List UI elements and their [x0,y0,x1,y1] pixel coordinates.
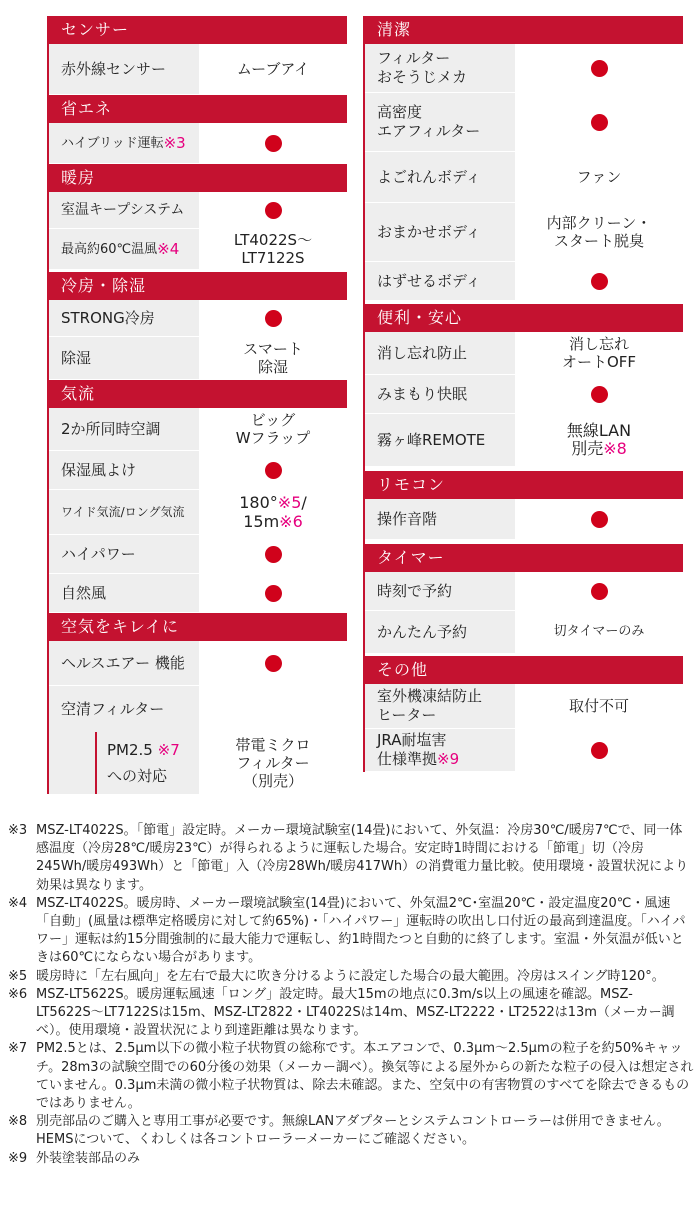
label-strong-cool: STRONG冷房 [49,300,199,336]
label-dirt-body: よごれんボディ [365,152,515,202]
row-infrared-sensor [49,44,347,95]
row-jra [365,729,683,772]
row-dirt-body [365,152,683,203]
label-high-power: ハイパワー [49,535,199,573]
row-frost-heater [365,684,683,729]
supported-dot-icon [591,114,608,131]
value-easy-timer: 切タイマーのみ [515,611,683,653]
row-dehumidify: 除湿 スマート 除湿 [49,337,347,380]
label-clock-timer: 時刻で予約 [365,572,515,610]
section-head-wash: 清潔 [365,16,683,44]
label-forget-off: 消し忘れ防止 [365,332,515,374]
row-auto-body: おまかせボディ 内部クリーン・ スタート脱臭 [365,203,683,262]
row-wide-long: ワイド気流/ロング気流 180°※5/ 15m※6 [49,490,347,535]
value-dirt-body: ファン [515,152,683,202]
row-clock-timer [365,572,683,611]
supported-dot-icon [591,60,608,77]
row-hepa-filter [365,93,683,152]
footnote-3: ※3 MSZ-LT4022S。「節電」設定時。メーカー環境試験室(14畳)において、外気温：冷房30℃/暖房7℃で、同一体感温度（冷房28℃/暖房23℃）が得られるように運転した場合。安定時1時間における「節電」切（冷房245Wh/暖房493Wh）と「節電」入（冷房28Wh/暖房417Wh）の消費電力量比較。使用環境・設置状況により効果は異なります。 [8,823,689,893]
section-head-cool: 冷房・除湿 [49,272,347,300]
section-head-sensor: センサー [49,16,347,44]
footnotes [8,822,694,1168]
section-head-airflow: 気流 [49,380,347,408]
label-health-air: ヘルスエアー 機能 [49,641,199,685]
row-two-place: 2か所同時空調 ビッグ Wフラップ [49,408,347,451]
section-head-convenience: 便利・安心 [365,304,683,332]
label-removable-body: はずせるボディ [365,262,515,300]
label-air-filter: 空清フィルター [49,686,199,732]
label-hepa-filter: 高密度 エアフィルター [365,93,515,151]
supported-dot-icon [265,202,282,219]
row-removable-body [365,262,683,301]
row-easy-timer [365,611,683,654]
row-health-air [49,641,347,686]
supported-dot-icon [591,386,608,403]
row-strong-cool [49,300,347,337]
label-hybrid: ハイブリッド運転 ※3 [49,123,199,163]
label-hot-air: 最高約60℃温風 ※4 [49,229,199,269]
supported-dot-icon [265,546,282,563]
label-pm25: PM2.5 ※7 への対応 [95,732,199,794]
footnote-5: ※5 暖房時に「左右風向」を左右で最大に吹き分けるように設定した場合の最大範囲。冷房はスイング時120°。 [8,968,665,984]
section-head-other: その他 [365,656,683,684]
row-air-filter [49,686,347,732]
footnote-9: ※9 外装塗装部品のみ [8,1150,141,1166]
row-high-power [49,535,347,574]
label-temp-keep: 室温キープシステム [49,192,199,228]
label-remote: 霧ヶ峰REMOTE [365,414,515,466]
supported-dot-icon [591,742,608,759]
supported-dot-icon [265,310,282,327]
row-sound [365,499,683,540]
row-watch-sleep [365,375,683,414]
supported-dot-icon [265,655,282,672]
label-jra: JRA耐塩害 仕様準拠※9 [365,729,515,771]
section-head-eco: 省エネ [49,95,347,123]
row-remote: 霧ヶ峰REMOTE 無線LAN 別売※8 [365,414,683,467]
row-natural-wind [49,574,347,613]
supported-dot-icon [591,583,608,600]
row-hybrid [49,123,347,164]
label-two-place: 2か所同時空調 [49,408,199,450]
supported-dot-icon [591,273,608,290]
label-frost-heater: 室外機凍結防止 ヒーター [365,684,515,728]
right-spec-column [363,16,683,772]
left-spec-column [47,16,347,794]
row-pm25: PM2.5 ※7 への対応 帯電ミクロ フィルター （別売） [49,732,347,794]
section-head-remocon: リモコン [365,471,683,499]
label-dehumidify: 除湿 [49,337,199,379]
row-forget-off: 消し忘れ防止 消し忘れ オートOFF [365,332,683,375]
label-filter-cleaner: フィルター おそうじメカ [365,44,515,92]
row-filter-cleaner [365,44,683,93]
supported-dot-icon [591,511,608,528]
section-head-timer: タイマー [365,544,683,572]
supported-dot-icon [265,462,282,479]
supported-dot-icon [265,585,282,602]
section-head-heat: 暖房 [49,164,347,192]
label-natural-wind: 自然風 [49,574,199,612]
label-watch-sleep: みまもり快眠 [365,375,515,413]
footnote-7: ※7 PM2.5とは、2.5μm以下の微小粒子状物質の総称です。本エアコンで、0.3μm〜2.5μmの粒子を約50%キャッチ。28m3の試験空間での60分後の効果（メーカー調べ）。換気等による屋外からの新たな粒子の侵入は想定されていません。0.3μm未満の微小粒子状物質は、除去未確認。また、空気中の有害物質のすべてを除去できるものではありません。 [8,1041,694,1112]
row-moist-guard [49,451,347,490]
footnote-4: ※4 MSZ-LT4022S。暖房時、メーカー環境試験室(14畳)において、外気温2℃･室温20℃・設定温度20℃・風速「自動」(風量は標準定格暖房に対して約65%)・「ハイパワー」運転時の吹出し口付近の最高到達温度。「ハイパワー」運転は約15分間強制的に最大能力で運転し、約1時間たつと自動的に終了します。室温・外気温が低いときは60℃にならない場合があります。 [8,895,686,966]
value-frost-heater: 取付不可 [515,684,683,728]
label-moist-guard: 保湿風よけ [49,451,199,489]
row-temp-keep [49,192,347,229]
label-auto-body: おまかせボディ [365,203,515,261]
footnote-6: ※6 MSZ-LT5622S。暖房運転風速「ロング」設定時。最大15mの地点に0.3m/s以上の風速を確認。MSZ-LT5622S〜LT7122Sは15m、MSZ-LT2822・LT4022Sは14m、MSZ-LT2222・LT2522は13m（メーカー調べ）。使用環境・設置状況により到達距離は異なります。 [8,986,675,1039]
label-sound: 操作音階 [365,499,515,539]
label-wide-long: ワイド気流/ロング気流 [49,490,199,534]
label-easy-timer: かんたん予約 [365,611,515,653]
row-hot-air: 最高約60℃温風 ※4 LT4022S〜 LT7122S [49,229,347,270]
supported-dot-icon [265,135,282,152]
label-infrared-sensor: 赤外線センサー [49,44,199,94]
value-infrared-sensor: ムーブアイ [199,44,347,94]
section-head-clean-air: 空気をキレイに [49,613,347,641]
footnote-8: ※8 別売部品のご購入と専用工事が必要です。無線LANアダプターとシステムコントローラーは併用できません。HEMSについて、くわしくは各コントローラーメーカーにご確認ください。 [8,1114,670,1148]
